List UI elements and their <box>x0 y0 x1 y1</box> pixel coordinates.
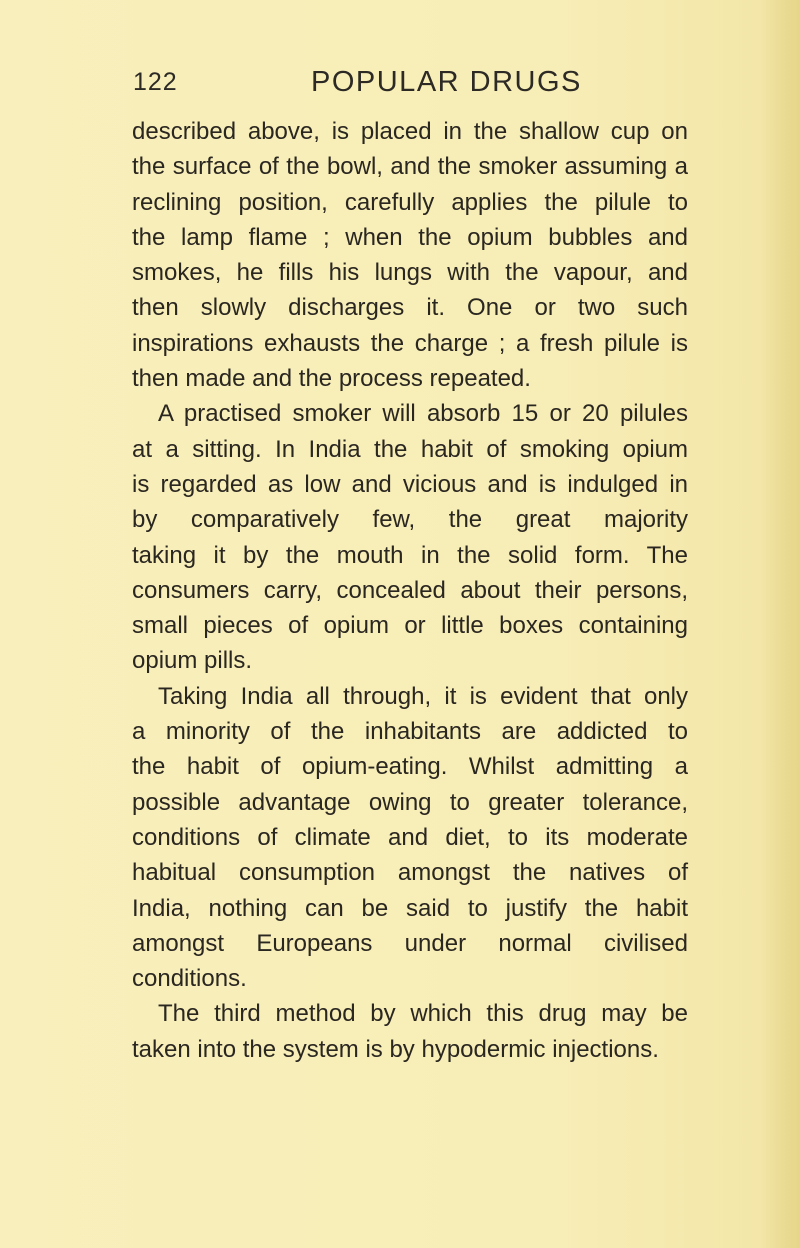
text-line: conditions. <box>132 965 247 993</box>
text-line: described above, is placed in the shallow cup on <box>132 118 688 145</box>
page-header <box>133 66 673 106</box>
text-line: taken into the system is by hypodermic injections. <box>132 1035 659 1063</box>
text-line: taking it by the mouth in the solid form. The <box>132 541 688 569</box>
text-line: a minority of the inhabitants are addicted to <box>132 718 688 746</box>
text-line: the lamp flame ; when the opium bubbles and <box>132 223 688 251</box>
body-text <box>132 114 688 1067</box>
text-line: Taking India all through, it is evident that only <box>158 682 688 710</box>
page-edge-shadow <box>762 0 800 1248</box>
running-head: POPULAR DRUGS <box>311 66 582 98</box>
text-line: India, nothing can be said to justify the habit <box>132 894 688 922</box>
text-line: opium pills. <box>132 647 253 675</box>
text-line: possible advantage owing to greater tolerance, <box>132 788 688 816</box>
text-line: smokes, he fills his lungs with the vapour, and <box>132 259 688 287</box>
text-line: conditions of climate and diet, to its moderate <box>132 823 688 851</box>
text-line: the habit of opium-eating. Whilst admitting a <box>132 753 688 781</box>
text-line: at a sitting. In India the habit of smoking opium <box>132 435 688 463</box>
text-line: habitual consumption amongst the natives of <box>132 859 688 887</box>
text-line: the surface of the bowl, and the smoker assuming a <box>132 153 688 181</box>
text-line: small pieces of opium or little boxes containing <box>132 612 688 640</box>
text-line: then slowly discharges it. One or two such <box>132 294 688 322</box>
page-number: 122 <box>133 68 178 96</box>
text-line: consumers carry, concealed about their persons, <box>132 576 688 604</box>
text-line: inspirations exhausts the charge ; a fresh pilule is <box>132 329 688 357</box>
text-line: by comparatively few, the great majority <box>132 506 688 534</box>
text-line: A practised smoker will absorb 15 or 20 pilules <box>158 400 688 428</box>
text-line: then made and the process repeated. <box>132 365 531 393</box>
text-line: reclining position, carefully applies the pilule to <box>132 188 688 216</box>
text-line: is regarded as low and vicious and is indulged in <box>132 470 688 498</box>
text-line: The third method by which this drug may be <box>158 1000 688 1028</box>
text-line: amongst Europeans under normal civilised <box>132 929 688 957</box>
